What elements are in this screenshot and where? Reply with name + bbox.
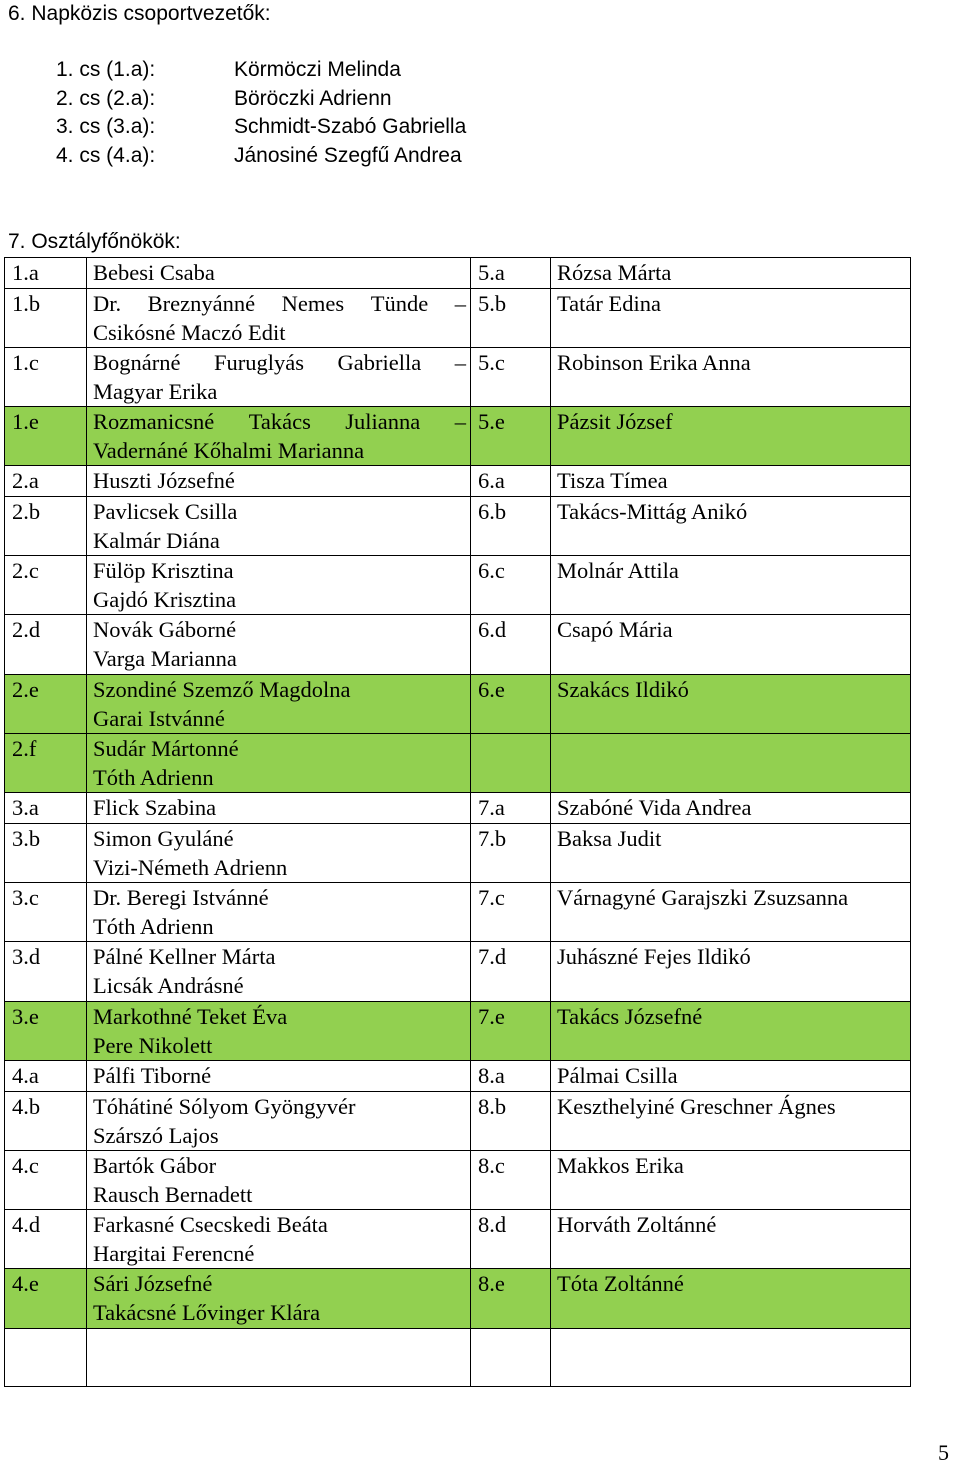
teacher-cell-right bbox=[551, 1150, 911, 1209]
teacher-name: Bognárné Furuglyás Gabriella – bbox=[93, 349, 466, 375]
teacher-name: Tóth Adrienn bbox=[93, 765, 214, 791]
teacher-name: Dr. Beregi Istvánné bbox=[93, 885, 269, 911]
teacher-name: Bartók Gábor bbox=[93, 1152, 217, 1178]
teacher-name: Vizi-Németh Adrienn bbox=[93, 854, 288, 880]
table-row bbox=[5, 674, 911, 733]
table-row bbox=[5, 288, 911, 347]
table-row bbox=[5, 1328, 911, 1386]
class-code-right: 5.c bbox=[471, 347, 551, 406]
teacher-cell-left bbox=[87, 496, 471, 555]
table-row bbox=[5, 347, 911, 406]
teacher-cell-left bbox=[87, 734, 471, 793]
table-row bbox=[5, 1210, 911, 1269]
teacher-cell-right bbox=[551, 496, 911, 555]
teacher-name: Markothné Teket Éva bbox=[93, 1003, 288, 1029]
teacher-name: Tóta Zoltánné bbox=[557, 1271, 684, 1297]
teacher-cell-right bbox=[551, 674, 911, 733]
section-6-title: 6. Napközis csoportvezetők: bbox=[8, 2, 271, 25]
class-code-right: 7.d bbox=[471, 942, 551, 1001]
teacher-cell-left bbox=[87, 942, 471, 1001]
list-item bbox=[56, 56, 466, 85]
teacher-name: Baksa Judit bbox=[557, 825, 662, 851]
teacher-cell-right bbox=[551, 883, 911, 942]
class-code-left: 2.c bbox=[5, 556, 87, 615]
teacher-cell-right bbox=[551, 823, 911, 882]
class-code-right: 8.d bbox=[471, 1210, 551, 1269]
table-row bbox=[5, 496, 911, 555]
teacher-name: Gajdó Krisztina bbox=[93, 587, 237, 613]
class-code-left: 2.a bbox=[5, 466, 87, 497]
class-code-right: 8.b bbox=[471, 1091, 551, 1150]
class-code-right: 6.d bbox=[471, 615, 551, 674]
class-code-left: 4.d bbox=[5, 1210, 87, 1269]
class-code-left: 4.b bbox=[5, 1091, 87, 1150]
teacher-name: Fülöp Krisztina bbox=[93, 558, 234, 584]
list-item-name: Böröczki Adrienn bbox=[234, 86, 392, 110]
teacher-name: Huszti Józsefné bbox=[93, 468, 235, 494]
list-item-name: Schmidt-Szabó Gabriella bbox=[234, 115, 467, 139]
teacher-cell-left bbox=[87, 883, 471, 942]
class-code-right: 7.e bbox=[471, 1001, 551, 1060]
teacher-cell-left bbox=[87, 1210, 471, 1269]
teacher-name: Juhászné Fejes Ildikó bbox=[557, 944, 751, 970]
class-code-right: 5.a bbox=[471, 258, 551, 289]
teacher-name: Garai Istvánné bbox=[93, 705, 225, 731]
table-row bbox=[5, 1001, 911, 1060]
teacher-cell-right bbox=[551, 407, 911, 466]
teacher-cell-left bbox=[87, 347, 471, 406]
teacher-name: Takács Józsefné bbox=[557, 1003, 703, 1029]
teacher-cell-left bbox=[87, 1328, 471, 1386]
teacher-cell-left bbox=[87, 288, 471, 347]
list-item bbox=[56, 113, 466, 142]
teacher-name: Licsák Andrásné bbox=[93, 973, 244, 999]
class-code-right: 6.c bbox=[471, 556, 551, 615]
teacher-cell-right bbox=[551, 1091, 911, 1150]
teacher-cell-right bbox=[551, 793, 911, 824]
table-row bbox=[5, 793, 911, 824]
teacher-name: Tóth Adrienn bbox=[93, 914, 214, 940]
class-code-left: 2.d bbox=[5, 615, 87, 674]
teacher-name: Magyar Erika bbox=[93, 378, 218, 404]
list-item-name: Jánosiné Szegfű Andrea bbox=[234, 144, 462, 168]
teacher-cell-right bbox=[551, 1001, 911, 1060]
table-row bbox=[5, 1091, 911, 1150]
class-code-right: 5.b bbox=[471, 288, 551, 347]
teacher-cell-right bbox=[551, 258, 911, 289]
class-code-left: 1.a bbox=[5, 258, 87, 289]
teacher-name: Sudár Mártonné bbox=[93, 736, 239, 762]
class-code-left bbox=[5, 1328, 87, 1386]
class-code-left: 4.a bbox=[5, 1061, 87, 1092]
teacher-cell-right bbox=[551, 347, 911, 406]
teacher-name: Pálné Kellner Márta bbox=[93, 944, 276, 970]
class-code-left: 3.a bbox=[5, 793, 87, 824]
class-code-right: 6.b bbox=[471, 496, 551, 555]
class-code-right: 8.c bbox=[471, 1150, 551, 1209]
table-row bbox=[5, 734, 911, 793]
table-row bbox=[5, 1269, 911, 1328]
group-leaders-list bbox=[56, 56, 466, 171]
table-row bbox=[5, 466, 911, 497]
table-row bbox=[5, 1150, 911, 1209]
class-code-left: 4.e bbox=[5, 1269, 87, 1328]
list-item bbox=[56, 142, 466, 171]
teacher-name: Tisza Tímea bbox=[557, 468, 668, 494]
teacher-cell-right bbox=[551, 615, 911, 674]
class-code-left: 1.c bbox=[5, 347, 87, 406]
teacher-name: Keszthelyiné Greschner Ágnes bbox=[557, 1093, 836, 1119]
teacher-name: Molnár Attila bbox=[557, 558, 679, 584]
class-code-left: 2.f bbox=[5, 734, 87, 793]
list-item-number: 3. cs (3.a): bbox=[56, 115, 156, 139]
teacher-name: Dr. Breznyánné Nemes Tünde – bbox=[93, 290, 466, 316]
teacher-cell-left bbox=[87, 823, 471, 882]
teacher-name: Sári Józsefné bbox=[93, 1271, 213, 1297]
class-teachers-table bbox=[4, 257, 911, 1387]
teacher-name: Pavlicsek Csilla bbox=[93, 498, 238, 524]
table-row bbox=[5, 942, 911, 1001]
teacher-cell-right bbox=[551, 1061, 911, 1092]
teacher-cell-right bbox=[551, 734, 911, 793]
section-7-title: 7. Osztályfőnökök: bbox=[8, 230, 181, 253]
class-code-left: 3.d bbox=[5, 942, 87, 1001]
teacher-cell-left bbox=[87, 674, 471, 733]
teacher-name: Pere Nikolett bbox=[93, 1032, 213, 1058]
teacher-name: Takács-Mittág Anikó bbox=[557, 498, 748, 524]
teacher-name: Takácsné Lővinger Klára bbox=[93, 1300, 321, 1326]
teacher-cell-left bbox=[87, 556, 471, 615]
teacher-name: Hargitai Ferencné bbox=[93, 1241, 255, 1267]
page-number: 5 bbox=[938, 1440, 949, 1465]
teacher-name: Pálfi Tiborné bbox=[93, 1063, 212, 1089]
class-code-left: 2.e bbox=[5, 674, 87, 733]
teacher-name: Varga Marianna bbox=[93, 646, 237, 672]
class-code-left: 2.b bbox=[5, 496, 87, 555]
table-row bbox=[5, 556, 911, 615]
class-code-left: 3.e bbox=[5, 1001, 87, 1060]
teacher-name: Makkos Erika bbox=[557, 1152, 684, 1178]
teacher-cell-right bbox=[551, 1269, 911, 1328]
teacher-name: Tóhátiné Sólyom Gyöngyvér bbox=[93, 1093, 356, 1119]
teacher-name: Horváth Zoltánné bbox=[557, 1212, 717, 1238]
table-row bbox=[5, 883, 911, 942]
teacher-cell-right bbox=[551, 556, 911, 615]
table-row bbox=[5, 615, 911, 674]
teacher-name: Várnagyné Garajszki Zsuzsanna bbox=[557, 885, 849, 911]
teacher-name: Tatár Edina bbox=[557, 290, 661, 316]
teacher-name: Novák Gáborné bbox=[93, 617, 237, 643]
teacher-name: Csikósné Maczó Edit bbox=[93, 319, 286, 345]
class-code-left: 1.b bbox=[5, 288, 87, 347]
class-code-right bbox=[471, 1328, 551, 1386]
class-code-left: 4.c bbox=[5, 1150, 87, 1209]
teacher-cell-right bbox=[551, 1328, 911, 1386]
teacher-name: Rózsa Márta bbox=[557, 260, 672, 285]
teacher-name: Szárszó Lajos bbox=[93, 1122, 219, 1148]
class-code-left: 1.e bbox=[5, 407, 87, 466]
teacher-name: Kalmár Diána bbox=[93, 527, 220, 553]
class-code-right bbox=[471, 734, 551, 793]
teacher-name: Szondiné Szemző Magdolna bbox=[93, 676, 351, 702]
teacher-cell-left bbox=[87, 1001, 471, 1060]
teacher-name: Vadernáné Kőhalmi Marianna bbox=[93, 438, 365, 464]
teacher-name: Farkasné Csecskedi Beáta bbox=[93, 1212, 328, 1238]
class-code-left: 3.c bbox=[5, 883, 87, 942]
teacher-name: Pálmai Csilla bbox=[557, 1063, 678, 1089]
list-item bbox=[56, 85, 466, 114]
class-code-right: 6.e bbox=[471, 674, 551, 733]
teacher-cell-right bbox=[551, 288, 911, 347]
teacher-cell-left bbox=[87, 407, 471, 466]
list-item-number: 2. cs (2.a): bbox=[56, 86, 156, 110]
teacher-name: Rausch Bernadett bbox=[93, 1181, 253, 1207]
teacher-name: Pázsit József bbox=[557, 409, 673, 435]
teacher-cell-right bbox=[551, 1210, 911, 1269]
teacher-name: Bebesi Csaba bbox=[93, 260, 215, 285]
teacher-cell-left bbox=[87, 258, 471, 289]
table-row bbox=[5, 823, 911, 882]
teacher-cell-left bbox=[87, 1091, 471, 1150]
class-code-right: 5.e bbox=[471, 407, 551, 466]
table-row bbox=[5, 258, 911, 289]
teacher-name: Flick Szabina bbox=[93, 795, 217, 821]
list-item-name: Körmöczi Melinda bbox=[234, 58, 401, 81]
teacher-cell-right bbox=[551, 466, 911, 497]
class-code-right: 6.a bbox=[471, 466, 551, 497]
table-row bbox=[5, 1061, 911, 1092]
teacher-name: Robinson Erika Anna bbox=[557, 349, 751, 375]
teacher-name: Simon Gyuláné bbox=[93, 825, 234, 851]
class-code-right: 7.b bbox=[471, 823, 551, 882]
teacher-cell-left bbox=[87, 1269, 471, 1328]
class-code-right: 7.c bbox=[471, 883, 551, 942]
teacher-name: Rozmanicsné Takács Julianna – bbox=[93, 409, 466, 435]
class-code-right: 7.a bbox=[471, 793, 551, 824]
teacher-cell-left bbox=[87, 1150, 471, 1209]
teacher-cell-left bbox=[87, 793, 471, 824]
teacher-cell-left bbox=[87, 615, 471, 674]
class-code-right: 8.a bbox=[471, 1061, 551, 1092]
table-row bbox=[5, 407, 911, 466]
list-item-number: 1. cs (1.a): bbox=[56, 58, 156, 81]
teacher-name: Szakács Ildikó bbox=[557, 676, 689, 702]
class-code-left: 3.b bbox=[5, 823, 87, 882]
class-code-right: 8.e bbox=[471, 1269, 551, 1328]
teacher-cell-left bbox=[87, 1061, 471, 1092]
teacher-name: Csapó Mária bbox=[557, 617, 673, 643]
teacher-cell-right bbox=[551, 942, 911, 1001]
list-item-number: 4. cs (4.a): bbox=[56, 144, 156, 168]
teacher-name: Szabóné Vida Andrea bbox=[557, 795, 752, 821]
teacher-cell-left bbox=[87, 466, 471, 497]
